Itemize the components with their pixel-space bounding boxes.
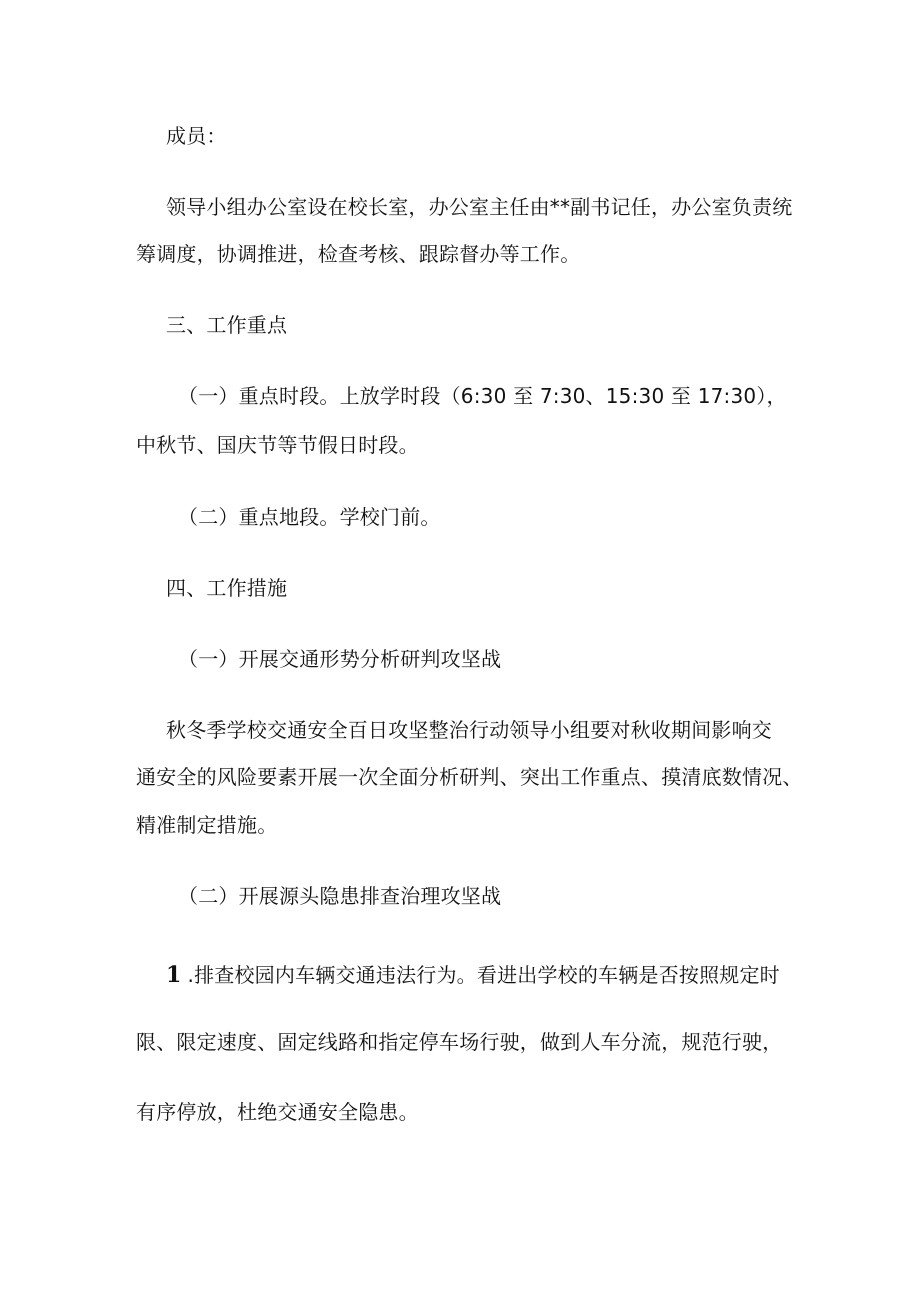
measure-2-heading: （二）开展源头隐患排查治理攻坚战	[178, 884, 502, 908]
item-1-line-1	[166, 961, 780, 989]
office-paragraph-line-1: 领导小组办公室设在校长室，办公室主任由**副书记任，办公室负责统	[166, 195, 793, 219]
item-1-line-2: 限、限定速度、固定线路和指定停车场行驶，做到人车分流，规范行驶，	[136, 1030, 783, 1054]
section-4-heading: 四、工作措施	[166, 576, 288, 600]
measure-1-paragraph-line-2: 通安全的风险要素开展一次全面分析研判、突出工作重点、摸清底数情况、	[136, 765, 803, 789]
measure-1-heading: （一）开展交通形势分析研判攻坚战	[178, 647, 502, 671]
item-1-line-3: 有序停放，杜绝交通安全隐患。	[136, 1100, 419, 1124]
item-1-number: 1	[166, 962, 182, 988]
key-location: （二）重点地段。学校门前。	[178, 505, 441, 529]
key-period-line-2: 中秋节、国庆节等节假日时段。	[136, 433, 419, 457]
measure-1-paragraph-line-3: 精准制定措施。	[136, 813, 278, 837]
office-paragraph-line-2: 筹调度，协调推进，检查考核、跟踪督办等工作。	[136, 242, 581, 266]
item-1-text: .排查校园内车辆交通违法行为。看进出学校的车辆是否按照规定时	[187, 963, 780, 987]
members-label: 成员：	[166, 124, 227, 148]
key-period-line-1: （一）重点时段。上放学时段（6:30 至 7:30、15:30 至 17:30），	[178, 384, 787, 408]
measure-1-paragraph-line-1: 秋冬季学校交通安全百日攻坚整治行动领导小组要对秋收期间影响交	[166, 718, 772, 742]
section-3-heading: 三、工作重点	[166, 313, 288, 337]
